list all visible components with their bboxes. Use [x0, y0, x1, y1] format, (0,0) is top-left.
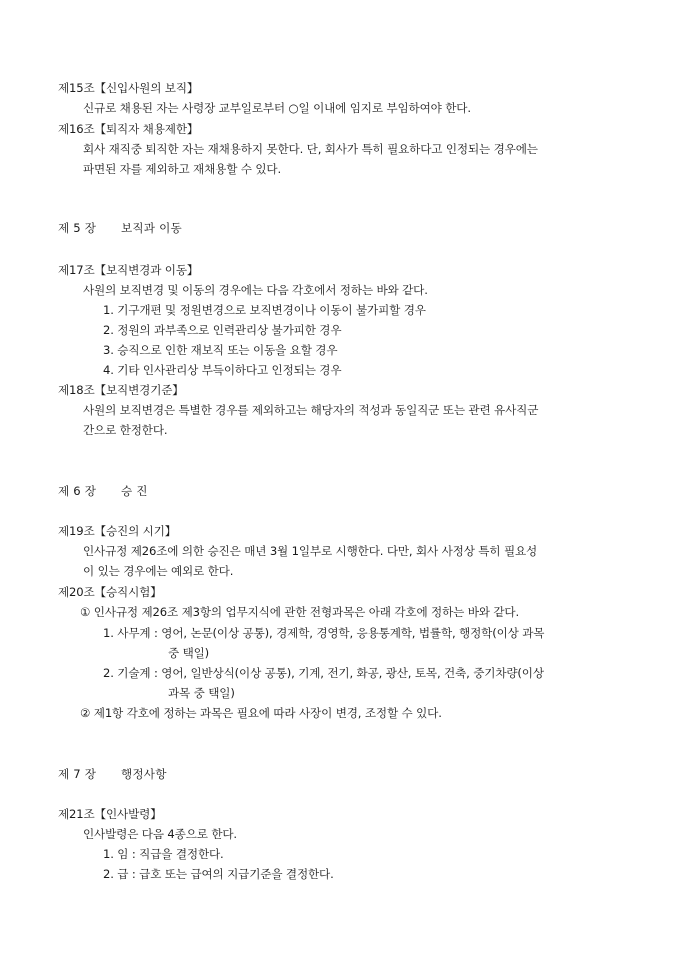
- article-17-item: 4. 기타 인사관리상 부득이하다고 인정되는 경우: [103, 363, 342, 377]
- article-21-heading: 제21조【인사발령】: [58, 807, 162, 821]
- chapter-7-title: 행정사항: [121, 767, 167, 781]
- article-16-heading: 제16조【퇴직자 채용제한】: [58, 122, 199, 136]
- article-15-text: 신규로 채용된 자는 사령장 교부일로부터 ○일 이내에 임지로 부임하여야 한다.: [83, 101, 471, 115]
- article-16-text: 회사 재직중 퇴직한 자는 재채용하지 못한다. 단, 회사가 특히 필요하다고 인정되는 경우에는: [83, 142, 538, 156]
- chapter-6-number: 제 6 장: [58, 484, 97, 498]
- chapter-5-number: 제 5 장: [58, 221, 97, 235]
- article-17-text: 사원의 보직변경 및 이동의 경우에는 다음 각호에서 정하는 바와 같다.: [83, 283, 428, 297]
- article-19-text: 이 있는 경우에는 예외로 한다.: [83, 564, 234, 578]
- article-20-heading: 제20조【승직시험】: [58, 585, 162, 599]
- article-18-text: 간으로 한정한다.: [83, 423, 168, 437]
- article-16-text: 파면된 자를 제외하고 재채용할 수 있다.: [83, 162, 282, 176]
- article-17-item: 1. 기구개편 및 정원변경으로 보직변경이나 이동이 불가피할 경우: [103, 303, 426, 317]
- article-17-item: 2. 정원의 과부족으로 인력관리상 불가피한 경우: [103, 323, 342, 337]
- article-19-heading: 제19조【승진의 시기】: [58, 524, 177, 538]
- exam-item: [103, 665, 544, 681]
- chapter-5-title: 보직과 이동: [121, 221, 182, 235]
- article-15-heading: 제15조【신입사원의 보직】: [58, 81, 199, 95]
- exam-item-continuation: 중 택일): [168, 646, 210, 660]
- article-18-heading: 제18조【보직변경기준】: [58, 383, 184, 397]
- exam-item: [103, 625, 544, 641]
- chapter-7-number: 제 7 장: [58, 767, 97, 781]
- exam-item-subjects: 영어, 일반상식(이상 공통), 기계, 전기, 화공, 광산, 토목, 건축, 중기차량(이상: [161, 666, 544, 680]
- article-20-clause-2: ② 제1항 각호에 정하는 과목은 필요에 따라 사장이 변경, 조정할 수 있다.: [80, 706, 442, 720]
- chapter-6-title: 승 진: [121, 484, 148, 498]
- article-18-text: 사원의 보직변경은 특별한 경우를 제외하고는 해당자의 적성과 동일직군 또는 관련 유사직군: [83, 403, 539, 417]
- exam-item-label: 1. 사무계 :: [103, 626, 162, 640]
- exam-item-continuation: 과목 중 택일): [168, 686, 235, 700]
- article-20-clause-1: ① 인사규정 제26조 제3항의 업무지식에 관한 전형과목은 아래 각호에 정하는 바와 같다.: [80, 605, 519, 619]
- exam-item-label: 2. 기술계 :: [103, 666, 162, 680]
- article-21-text: 인사발령은 다음 4종으로 한다.: [83, 827, 237, 841]
- article-21-item: 1. 임 : 직급을 결정한다.: [103, 847, 224, 861]
- article-21-item: 2. 급 : 급호 또는 급여의 지급기준을 결정한다.: [103, 867, 334, 881]
- article-19-text: 인사규정 제26조에 의한 승진은 매년 3월 1일부로 시행한다. 다만, 회사 사정상 특히 필요성: [83, 544, 538, 558]
- exam-item-subjects: 영어, 논문(이상 공통), 경제학, 경영학, 응용통계학, 법률학, 행정학(이상 과목: [161, 626, 545, 640]
- article-17-heading: 제17조【보직변경과 이동】: [58, 263, 199, 277]
- article-17-item: 3. 승직으로 인한 재보직 또는 이동을 요할 경우: [103, 343, 338, 357]
